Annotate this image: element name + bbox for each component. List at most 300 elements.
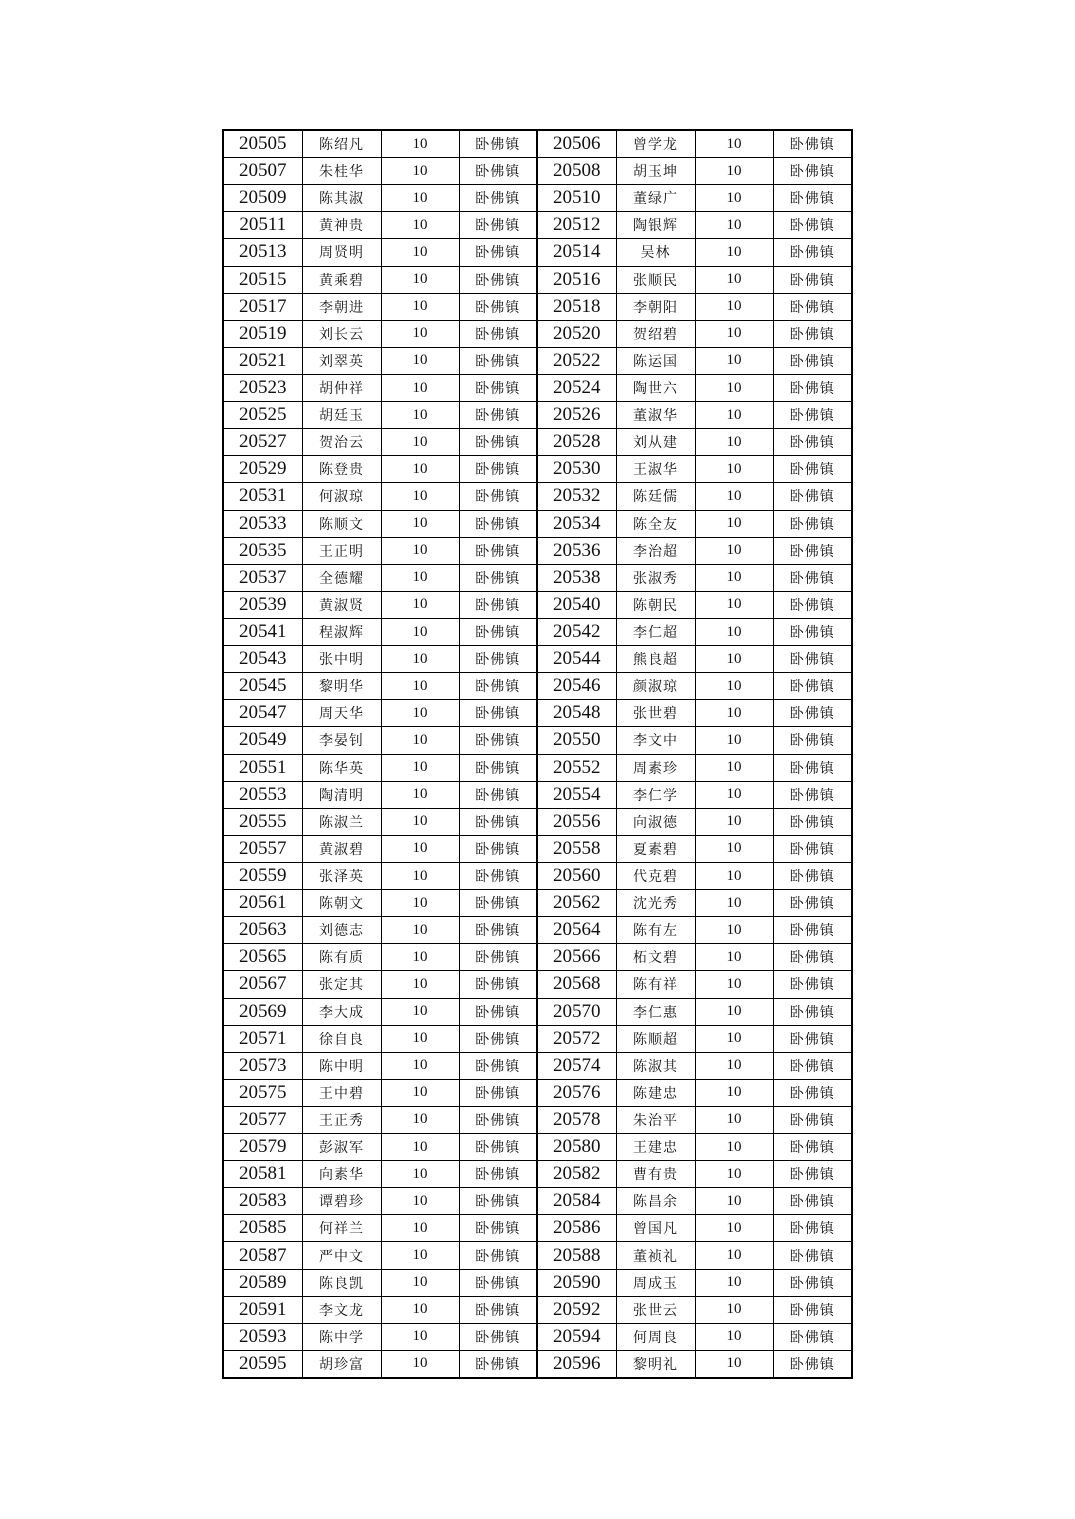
score-cell: 10 <box>381 1242 459 1269</box>
score-cell: 10 <box>381 727 459 754</box>
score-cell: 10 <box>381 835 459 862</box>
record-number-cell: 20538 <box>537 564 616 591</box>
record-number-cell: 20520 <box>537 320 616 347</box>
record-number-cell: 20518 <box>537 293 616 320</box>
score-cell: 10 <box>381 1296 459 1323</box>
table-row <box>223 754 852 781</box>
score-cell: 10 <box>381 673 459 700</box>
table-row <box>223 1215 852 1242</box>
record-number-cell: 20527 <box>223 429 302 456</box>
record-number-cell: 20513 <box>223 239 302 266</box>
township-cell: 卧佛镇 <box>773 293 852 320</box>
township-cell: 卧佛镇 <box>459 185 537 212</box>
score-cell: 10 <box>695 1188 773 1215</box>
score-cell: 10 <box>381 917 459 944</box>
record-number-cell: 20579 <box>223 1134 302 1161</box>
score-cell: 10 <box>695 1025 773 1052</box>
record-number-cell: 20548 <box>537 700 616 727</box>
name-cell: 张世碧 <box>616 700 695 727</box>
score-cell: 10 <box>381 347 459 374</box>
record-number-cell: 20531 <box>223 483 302 510</box>
score-cell: 10 <box>695 971 773 998</box>
record-number-cell: 20537 <box>223 564 302 591</box>
record-number-cell: 20584 <box>537 1188 616 1215</box>
record-number-cell: 20561 <box>223 890 302 917</box>
table-row <box>223 727 852 754</box>
township-cell: 卧佛镇 <box>459 835 537 862</box>
record-number-cell: 20554 <box>537 781 616 808</box>
name-cell: 刘翠英 <box>302 347 381 374</box>
score-cell: 10 <box>695 212 773 239</box>
record-number-cell: 20581 <box>223 1161 302 1188</box>
table-row <box>223 266 852 293</box>
score-cell: 10 <box>695 1161 773 1188</box>
name-cell: 沈光秀 <box>616 890 695 917</box>
score-cell: 10 <box>381 1079 459 1106</box>
score-cell: 10 <box>695 1052 773 1079</box>
name-cell: 向淑德 <box>616 808 695 835</box>
name-cell: 陈中明 <box>302 1052 381 1079</box>
township-cell: 卧佛镇 <box>459 998 537 1025</box>
record-number-cell: 20549 <box>223 727 302 754</box>
name-cell: 胡玉坤 <box>616 158 695 185</box>
score-cell: 10 <box>695 293 773 320</box>
township-cell: 卧佛镇 <box>459 320 537 347</box>
score-cell: 10 <box>381 998 459 1025</box>
score-cell: 10 <box>381 158 459 185</box>
score-cell: 10 <box>695 835 773 862</box>
score-cell: 10 <box>381 1106 459 1133</box>
table-row <box>223 835 852 862</box>
table-row <box>223 1134 852 1161</box>
name-cell: 周贤明 <box>302 239 381 266</box>
record-number-cell: 20505 <box>223 130 302 158</box>
name-cell: 何周良 <box>616 1323 695 1350</box>
score-cell: 10 <box>381 320 459 347</box>
name-cell: 贺治云 <box>302 429 381 456</box>
record-number-cell: 20526 <box>537 402 616 429</box>
township-cell: 卧佛镇 <box>773 917 852 944</box>
name-cell: 董绿广 <box>616 185 695 212</box>
score-cell: 10 <box>381 374 459 401</box>
score-cell: 10 <box>695 1215 773 1242</box>
table-row <box>223 808 852 835</box>
township-cell: 卧佛镇 <box>459 890 537 917</box>
name-cell: 李大成 <box>302 998 381 1025</box>
name-cell: 董淑华 <box>616 402 695 429</box>
township-cell: 卧佛镇 <box>459 1242 537 1269</box>
score-cell: 10 <box>381 185 459 212</box>
table-row <box>223 402 852 429</box>
name-cell: 陈建忠 <box>616 1079 695 1106</box>
name-cell: 颜淑琼 <box>616 673 695 700</box>
name-cell: 李晏钊 <box>302 727 381 754</box>
table-row <box>223 781 852 808</box>
record-number-cell: 20534 <box>537 510 616 537</box>
record-number-cell: 20595 <box>223 1350 302 1378</box>
township-cell: 卧佛镇 <box>773 998 852 1025</box>
township-cell: 卧佛镇 <box>459 1188 537 1215</box>
township-cell: 卧佛镇 <box>773 808 852 835</box>
name-cell: 张泽英 <box>302 862 381 889</box>
score-cell: 10 <box>381 1269 459 1296</box>
table-row <box>223 1269 852 1296</box>
township-cell: 卧佛镇 <box>773 1106 852 1133</box>
township-cell: 卧佛镇 <box>773 591 852 618</box>
record-number-cell: 20535 <box>223 537 302 564</box>
table-row <box>223 374 852 401</box>
name-cell: 王建忠 <box>616 1134 695 1161</box>
name-cell: 徐自良 <box>302 1025 381 1052</box>
record-number-cell: 20514 <box>537 239 616 266</box>
township-cell: 卧佛镇 <box>459 564 537 591</box>
township-cell: 卧佛镇 <box>459 1269 537 1296</box>
name-cell: 陶清明 <box>302 781 381 808</box>
record-number-cell: 20565 <box>223 944 302 971</box>
name-cell: 向素华 <box>302 1161 381 1188</box>
name-cell: 王正明 <box>302 537 381 564</box>
record-number-cell: 20551 <box>223 754 302 781</box>
name-cell: 胡廷玉 <box>302 402 381 429</box>
record-number-cell: 20542 <box>537 618 616 645</box>
name-cell: 李文中 <box>616 727 695 754</box>
record-number-cell: 20515 <box>223 266 302 293</box>
township-cell: 卧佛镇 <box>773 754 852 781</box>
table-row <box>223 185 852 212</box>
table-row <box>223 1350 852 1378</box>
name-cell: 张中明 <box>302 646 381 673</box>
record-number-cell: 20560 <box>537 862 616 889</box>
township-cell: 卧佛镇 <box>459 1323 537 1350</box>
score-cell: 10 <box>695 646 773 673</box>
township-cell: 卧佛镇 <box>773 347 852 374</box>
township-cell: 卧佛镇 <box>459 239 537 266</box>
table-row <box>223 320 852 347</box>
name-cell: 陈有左 <box>616 917 695 944</box>
record-number-cell: 20557 <box>223 835 302 862</box>
record-number-cell: 20547 <box>223 700 302 727</box>
record-number-cell: 20536 <box>537 537 616 564</box>
name-cell: 王中碧 <box>302 1079 381 1106</box>
name-cell: 贺绍碧 <box>616 320 695 347</box>
score-cell: 10 <box>381 1161 459 1188</box>
name-cell: 曾国凡 <box>616 1215 695 1242</box>
name-cell: 程淑辉 <box>302 618 381 645</box>
township-cell: 卧佛镇 <box>459 1025 537 1052</box>
name-cell: 全德耀 <box>302 564 381 591</box>
township-cell: 卧佛镇 <box>459 1106 537 1133</box>
name-cell: 何淑琼 <box>302 483 381 510</box>
township-cell: 卧佛镇 <box>459 673 537 700</box>
township-cell: 卧佛镇 <box>459 1079 537 1106</box>
record-number-cell: 20541 <box>223 618 302 645</box>
township-cell: 卧佛镇 <box>459 808 537 835</box>
score-cell: 10 <box>695 1350 773 1378</box>
township-cell: 卧佛镇 <box>459 130 537 158</box>
name-cell: 黄淑贤 <box>302 591 381 618</box>
record-number-cell: 20574 <box>537 1052 616 1079</box>
name-cell: 陈顺文 <box>302 510 381 537</box>
name-cell: 周成玉 <box>616 1269 695 1296</box>
record-number-cell: 20593 <box>223 1323 302 1350</box>
score-cell: 10 <box>695 158 773 185</box>
name-cell: 李朝进 <box>302 293 381 320</box>
name-cell: 黎明礼 <box>616 1350 695 1378</box>
table-row <box>223 239 852 266</box>
score-cell: 10 <box>695 510 773 537</box>
township-cell: 卧佛镇 <box>773 1242 852 1269</box>
name-cell: 陈运国 <box>616 347 695 374</box>
township-cell: 卧佛镇 <box>459 781 537 808</box>
township-cell: 卧佛镇 <box>459 944 537 971</box>
name-cell: 陈淑兰 <box>302 808 381 835</box>
township-cell: 卧佛镇 <box>459 483 537 510</box>
score-cell: 10 <box>381 293 459 320</box>
name-cell: 熊良超 <box>616 646 695 673</box>
record-number-cell: 20508 <box>537 158 616 185</box>
name-cell: 陈全友 <box>616 510 695 537</box>
name-cell: 陈中学 <box>302 1323 381 1350</box>
township-cell: 卧佛镇 <box>459 618 537 645</box>
table-row <box>223 700 852 727</box>
name-cell: 朱治平 <box>616 1106 695 1133</box>
name-cell: 张定其 <box>302 971 381 998</box>
record-number-cell: 20528 <box>537 429 616 456</box>
township-cell: 卧佛镇 <box>773 781 852 808</box>
record-number-cell: 20552 <box>537 754 616 781</box>
record-number-cell: 20577 <box>223 1106 302 1133</box>
record-number-cell: 20523 <box>223 374 302 401</box>
record-number-cell: 20558 <box>537 835 616 862</box>
name-cell: 陈昌余 <box>616 1188 695 1215</box>
table-row <box>223 1296 852 1323</box>
table-row <box>223 917 852 944</box>
record-number-cell: 20575 <box>223 1079 302 1106</box>
name-cell: 彭淑军 <box>302 1134 381 1161</box>
township-cell: 卧佛镇 <box>773 618 852 645</box>
record-number-cell: 20585 <box>223 1215 302 1242</box>
township-cell: 卧佛镇 <box>773 862 852 889</box>
record-number-cell: 20530 <box>537 456 616 483</box>
table-row <box>223 293 852 320</box>
township-cell: 卧佛镇 <box>459 456 537 483</box>
record-number-cell: 20516 <box>537 266 616 293</box>
record-number-cell: 20578 <box>537 1106 616 1133</box>
table-row <box>223 1161 852 1188</box>
record-number-cell: 20522 <box>537 347 616 374</box>
score-cell: 10 <box>381 266 459 293</box>
score-cell: 10 <box>695 591 773 618</box>
score-cell: 10 <box>381 890 459 917</box>
township-cell: 卧佛镇 <box>773 835 852 862</box>
township-cell: 卧佛镇 <box>459 402 537 429</box>
score-cell: 10 <box>381 429 459 456</box>
name-cell: 胡珍富 <box>302 1350 381 1378</box>
record-number-cell: 20571 <box>223 1025 302 1052</box>
name-cell: 张顺民 <box>616 266 695 293</box>
record-number-cell: 20563 <box>223 917 302 944</box>
township-cell: 卧佛镇 <box>459 537 537 564</box>
township-cell: 卧佛镇 <box>459 374 537 401</box>
township-cell: 卧佛镇 <box>459 727 537 754</box>
township-cell: 卧佛镇 <box>773 320 852 347</box>
name-cell: 张淑秀 <box>616 564 695 591</box>
township-cell: 卧佛镇 <box>459 754 537 781</box>
score-cell: 10 <box>381 944 459 971</box>
name-cell: 陈有祥 <box>616 971 695 998</box>
score-cell: 10 <box>381 618 459 645</box>
score-cell: 10 <box>381 1323 459 1350</box>
township-cell: 卧佛镇 <box>773 1025 852 1052</box>
name-cell: 陶银辉 <box>616 212 695 239</box>
record-number-cell: 20539 <box>223 591 302 618</box>
record-number-cell: 20507 <box>223 158 302 185</box>
township-cell: 卧佛镇 <box>773 130 852 158</box>
table-row <box>223 862 852 889</box>
name-cell: 陈廷儒 <box>616 483 695 510</box>
record-number-cell: 20591 <box>223 1296 302 1323</box>
score-cell: 10 <box>381 646 459 673</box>
name-cell: 代克碧 <box>616 862 695 889</box>
name-cell: 李文龙 <box>302 1296 381 1323</box>
township-cell: 卧佛镇 <box>773 266 852 293</box>
record-number-cell: 20525 <box>223 402 302 429</box>
score-cell: 10 <box>381 754 459 781</box>
score-cell: 10 <box>695 483 773 510</box>
record-number-cell: 20559 <box>223 862 302 889</box>
township-cell: 卧佛镇 <box>459 266 537 293</box>
record-number-cell: 20573 <box>223 1052 302 1079</box>
township-cell: 卧佛镇 <box>773 239 852 266</box>
township-cell: 卧佛镇 <box>459 158 537 185</box>
name-cell: 何祥兰 <box>302 1215 381 1242</box>
township-cell: 卧佛镇 <box>459 1052 537 1079</box>
township-cell: 卧佛镇 <box>773 727 852 754</box>
township-cell: 卧佛镇 <box>773 483 852 510</box>
table-body <box>223 130 852 1378</box>
township-cell: 卧佛镇 <box>773 1188 852 1215</box>
record-number-cell: 20529 <box>223 456 302 483</box>
township-cell: 卧佛镇 <box>773 1269 852 1296</box>
name-cell: 周素珍 <box>616 754 695 781</box>
record-number-cell: 20589 <box>223 1269 302 1296</box>
record-number-cell: 20509 <box>223 185 302 212</box>
record-number-cell: 20568 <box>537 971 616 998</box>
record-number-cell: 20586 <box>537 1215 616 1242</box>
record-number-cell: 20506 <box>537 130 616 158</box>
table-row <box>223 537 852 564</box>
score-cell: 10 <box>695 808 773 835</box>
score-cell: 10 <box>381 1052 459 1079</box>
score-cell: 10 <box>695 239 773 266</box>
township-cell: 卧佛镇 <box>773 185 852 212</box>
table-row <box>223 591 852 618</box>
score-cell: 10 <box>381 971 459 998</box>
name-cell: 陈朝民 <box>616 591 695 618</box>
table-row <box>223 1079 852 1106</box>
score-cell: 10 <box>381 510 459 537</box>
township-cell: 卧佛镇 <box>459 1350 537 1378</box>
township-cell: 卧佛镇 <box>459 1215 537 1242</box>
score-cell: 10 <box>381 862 459 889</box>
township-cell: 卧佛镇 <box>773 1134 852 1161</box>
township-cell: 卧佛镇 <box>773 700 852 727</box>
score-cell: 10 <box>695 402 773 429</box>
township-cell: 卧佛镇 <box>773 1161 852 1188</box>
record-number-cell: 20556 <box>537 808 616 835</box>
table-row <box>223 347 852 374</box>
score-cell: 10 <box>381 808 459 835</box>
township-cell: 卧佛镇 <box>773 890 852 917</box>
record-number-cell: 20540 <box>537 591 616 618</box>
score-cell: 10 <box>381 1215 459 1242</box>
name-cell: 陈淑其 <box>616 1052 695 1079</box>
table-row <box>223 646 852 673</box>
name-cell: 陈顺超 <box>616 1025 695 1052</box>
record-number-cell: 20511 <box>223 212 302 239</box>
table-row <box>223 618 852 645</box>
township-cell: 卧佛镇 <box>773 971 852 998</box>
score-cell: 10 <box>381 1134 459 1161</box>
record-number-cell: 20543 <box>223 646 302 673</box>
score-cell: 10 <box>695 1079 773 1106</box>
name-cell: 李仁学 <box>616 781 695 808</box>
record-number-cell: 20555 <box>223 808 302 835</box>
score-cell: 10 <box>695 266 773 293</box>
name-cell: 张世云 <box>616 1296 695 1323</box>
name-cell: 王正秀 <box>302 1106 381 1133</box>
record-number-cell: 20583 <box>223 1188 302 1215</box>
table-row <box>223 1242 852 1269</box>
township-cell: 卧佛镇 <box>773 1079 852 1106</box>
score-cell: 10 <box>381 456 459 483</box>
township-cell: 卧佛镇 <box>459 347 537 374</box>
score-cell: 10 <box>695 429 773 456</box>
name-cell: 陶世六 <box>616 374 695 401</box>
score-cell: 10 <box>695 862 773 889</box>
name-cell: 吴林 <box>616 239 695 266</box>
score-cell: 10 <box>695 1106 773 1133</box>
score-cell: 10 <box>695 537 773 564</box>
record-number-cell: 20524 <box>537 374 616 401</box>
record-number-cell: 20553 <box>223 781 302 808</box>
table-row <box>223 944 852 971</box>
name-cell: 陈绍凡 <box>302 130 381 158</box>
name-cell: 朱桂华 <box>302 158 381 185</box>
record-number-cell: 20510 <box>537 185 616 212</box>
score-cell: 10 <box>381 402 459 429</box>
record-number-cell: 20596 <box>537 1350 616 1378</box>
score-cell: 10 <box>381 700 459 727</box>
township-cell: 卧佛镇 <box>459 212 537 239</box>
name-cell: 黎明华 <box>302 673 381 700</box>
table-row <box>223 1052 852 1079</box>
table-row <box>223 456 852 483</box>
name-cell: 严中文 <box>302 1242 381 1269</box>
score-cell: 10 <box>695 130 773 158</box>
table-row <box>223 673 852 700</box>
record-number-cell: 20545 <box>223 673 302 700</box>
name-cell: 曾学龙 <box>616 130 695 158</box>
township-cell: 卧佛镇 <box>459 293 537 320</box>
score-cell: 10 <box>381 1188 459 1215</box>
township-cell: 卧佛镇 <box>459 510 537 537</box>
score-cell: 10 <box>695 374 773 401</box>
township-cell: 卧佛镇 <box>773 646 852 673</box>
table-row <box>223 971 852 998</box>
score-cell: 10 <box>695 1134 773 1161</box>
name-cell: 陈登贵 <box>302 456 381 483</box>
